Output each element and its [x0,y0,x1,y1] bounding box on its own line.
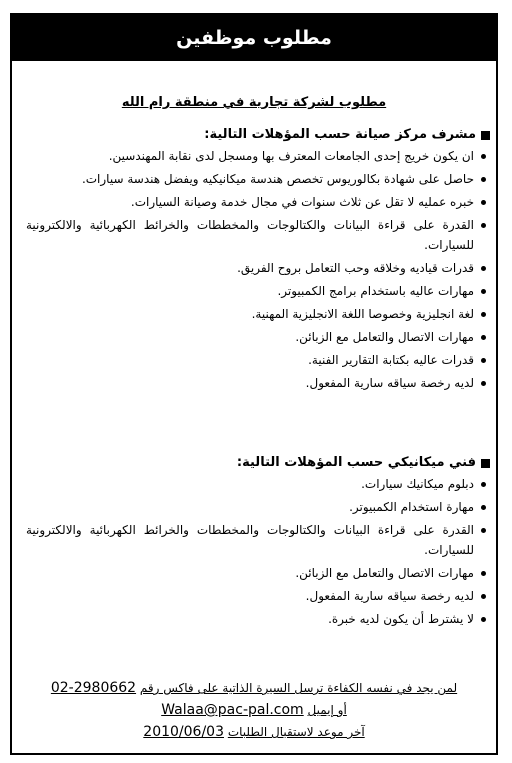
deadline-date: 2010/06/03 [143,724,224,740]
bullet-icon [481,335,486,340]
list-item [26,586,474,606]
list-item-text: لديه رخصة سياقه سارية المفعول. [305,589,474,603]
section-title-text: فني ميكانيكي حسب المؤهلات التالية: [236,455,476,470]
contact-block [12,677,496,743]
list-item-text: القدرة على قراءة البيانات والكتالوجات والمخططات والخرائط الكهربائية والالكترونية للسيارات. [26,218,474,252]
bullet-icon [481,381,486,386]
list-item-text: لا يشترط أن يكون لديه خبرة. [328,612,474,626]
list-item-text: لديه رخصة سياقه سارية المفعول. [305,376,474,390]
fax-line [12,677,496,699]
list-item [26,474,474,494]
list-item [26,373,474,393]
bullet-icon [481,289,486,294]
section-title [26,127,490,142]
qualifications-list [26,146,490,393]
list-item [26,192,474,212]
bullet-icon [481,266,486,271]
list-item [26,609,474,629]
subtitle-text: مطلوب لشركة تجارية في منطقة رام الله [121,95,387,110]
bullet-icon [481,528,486,533]
list-item [26,215,474,255]
subtitle [12,95,496,110]
list-item [26,497,474,517]
bullet-icon [481,482,486,487]
list-item [26,146,474,166]
email-label: أو إيميل [307,703,347,717]
bullet-icon [481,312,486,317]
ad-frame [10,13,498,755]
square-bullet-icon [481,459,490,468]
list-item [26,304,474,324]
list-item-text: خبره عمليه لا تقل عن ثلاث سنوات في مجال خدمة وصيانة السيارات. [130,195,474,209]
list-item-text: قدرات عاليه بكتابة التقارير الفنية. [308,353,474,367]
list-item [26,327,474,347]
bullet-icon [481,154,486,159]
list-item-text: مهارات الاتصال والتعامل مع الزبائن. [295,566,474,580]
bullet-icon [481,223,486,228]
list-item-text: مهارات الاتصال والتعامل مع الزبائن. [295,330,474,344]
bullet-icon [481,594,486,599]
deadline-label: آخر موعد لاستقبال الطلبات [227,725,365,739]
section-mechanic [26,455,490,632]
list-item [26,281,474,301]
section-title [26,455,490,470]
section-supervisor [26,127,490,396]
bullet-icon [481,571,486,576]
list-item [26,350,474,370]
list-item-text: مهارات عاليه باستخدام برامج الكمبيوتر. [277,284,474,298]
bullet-icon [481,200,486,205]
list-item-text: حاصل على شهادة بكالوريوس تخصص هندسة ميكانيكيه ويفضل هندسة سيارات. [81,172,474,186]
list-item-text: مهارة استخدام الكمبيوتر. [349,500,474,514]
email-link[interactable]: Walaa@pac-pal.com [161,702,304,718]
fax-label: لمن يجد في نفسه الكفاءة ترسل السيرة الذاتية على فاكس رقم [139,681,458,695]
page-title: مطلوب موظفين [12,15,496,61]
bullet-icon [481,505,486,510]
qualifications-list [26,474,490,629]
list-item-text: لغة انجليزية وخصوصا اللغة الانجليزية المهنية. [251,307,474,321]
square-bullet-icon [481,131,490,140]
bullet-icon [481,177,486,182]
list-item-text: القدرة على قراءة البيانات والكتالوجات والمخططات والخرائط الكهربائية والالكترونية للسيارات. [26,523,474,557]
list-item-text: قدرات قياديه وخلاقه وحب التعامل بروح الفريق. [237,261,474,275]
bullet-icon [481,617,486,622]
section-title-text: مشرف مركز صيانة حسب المؤهلات التالية: [204,127,476,142]
list-item [26,258,474,278]
list-item [26,169,474,189]
deadline-line [12,721,496,743]
email-line [12,699,496,721]
list-item [26,520,474,560]
bullet-icon [481,358,486,363]
list-item [26,563,474,583]
list-item-text: دبلوم ميكانيك سيارات. [361,477,474,491]
fax-number: 02-2980662 [50,680,137,696]
list-item-text: ان يكون خريج إحدى الجامعات المعترف بها ومسجل لدى نقابة المهندسين. [108,149,474,163]
